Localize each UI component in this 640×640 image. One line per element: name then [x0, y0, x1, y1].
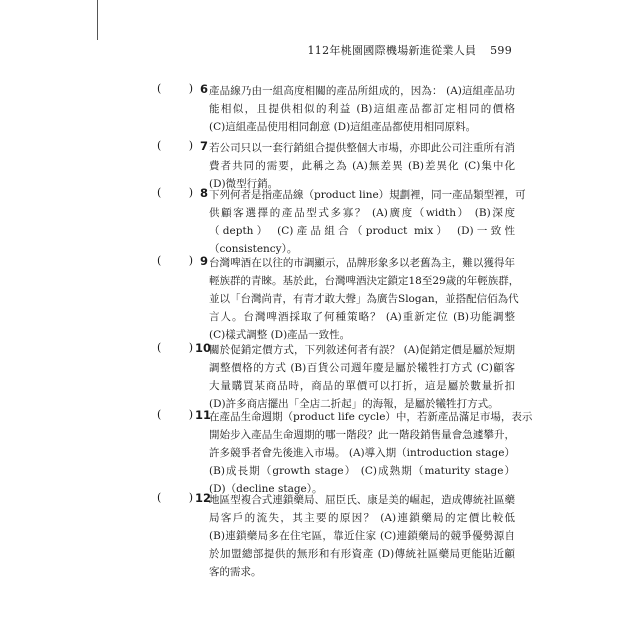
paren-open: ( [157, 186, 162, 199]
question-text-line: (B)成長期（growth stage） (C)成熟期（maturity stage） [209, 465, 515, 477]
question-number: 12 [195, 491, 212, 505]
paren-open: ( [157, 341, 162, 354]
paren-close: ) [188, 491, 193, 504]
question-number: 6 [200, 82, 209, 96]
paren-close: ) [188, 408, 193, 421]
question-text-line: (B)連鎖藥局多在住宅區，靠近住家 (C)連鎖藥局的競爭優勢源自 [209, 530, 515, 542]
answer-blank [157, 139, 193, 152]
question-text-line: （depth） (C)產品組合（product mix） (D)一致性 [209, 225, 515, 237]
paren-open: ( [157, 82, 162, 95]
question-text-line: 開始步入產品生命週期的哪一階段？此一階段銷售量會急遽攀升， [209, 429, 515, 441]
question-text-line: 在產品生命週期（product life cycle）中，若新產品滿足市場，表示 [209, 411, 533, 423]
question-number: 9 [200, 254, 209, 268]
question-text [209, 139, 515, 193]
page-number: 599 [490, 44, 512, 57]
paren-open: ( [157, 491, 162, 504]
question-text-line: 並以「台灣尚青，有青才敢大聲」為廣告Slogan，並搭配信佰為代 [209, 293, 519, 305]
question-text-line: 客的需求。 [209, 566, 262, 578]
question-text-line: 大量購買某商品時，商品的單價可以打折，這是屬於數量折扣 [209, 380, 515, 392]
paren-open: ( [157, 254, 162, 267]
question-text-line: 局客戶的流失，其主要的原因？ (A)連鎖藥局的定價比較低 [209, 512, 515, 524]
question-text [209, 186, 526, 258]
question-text-line: 言人。台灣啤酒採取了何種策略？ (A)重新定位 (B)功能調整 [209, 311, 515, 323]
question-text-line: (C)這組產品使用相同創意 (D)這組產品都使用相同原料。 [209, 121, 477, 133]
question-text [209, 254, 520, 344]
question-text-line: 能相似，且提供相似的利益 (B)這組產品都訂定相同的價格 [209, 103, 515, 115]
question-text-line: 許多競爭者會先後進入市場。 (A)導入期（introduction stage） [209, 447, 515, 459]
question-text-line: 供顧客選擇的產品型式多寡？ (A)廣度（width） (B)深度 [209, 207, 515, 219]
paren-close: ) [188, 254, 193, 267]
paren-open: ( [157, 408, 162, 421]
answer-blank [157, 408, 193, 421]
paren-close: ) [188, 341, 193, 354]
question-text-line: (C)樣式調整 (D)產品一致性。 [209, 329, 351, 341]
question-text-line: (D)許多商店擺出「全店二折起」的海報，是屬於犧牲打方式。 [209, 398, 499, 410]
header-title: 112年桃園國際機場新進從業人員 [307, 44, 477, 57]
question-text-line: 關於促銷定價方式，下列敘述何者有誤？ (A)促銷定價是屬於短期 [209, 344, 515, 356]
question-number: 11 [195, 408, 212, 422]
question-text [209, 408, 533, 498]
paren-open: ( [157, 139, 162, 152]
question-text-line: 下列何者是指產品線（product line）規劃裡，同一產品類型裡，可 [209, 189, 526, 201]
answer-blank [157, 341, 193, 354]
answer-blank [157, 254, 193, 267]
question-text-line: 若公司只以一套行銷組合提供整個大市場，亦即此公司注重所有消 [209, 142, 515, 154]
question-text-line: 輕族群的青睞。基於此，台灣啤酒決定鎖定18至29歲的年輕族群， [209, 275, 520, 287]
answer-blank [157, 82, 193, 95]
question-text [209, 82, 515, 136]
question-number: 8 [200, 186, 209, 200]
question-text [209, 491, 515, 581]
paren-close: ) [188, 82, 193, 95]
question-text-line: 於加盟總部提供的無形和有形資產 (D)傳統社區藥局更能貼近顧 [209, 548, 515, 560]
paren-close: ) [188, 139, 193, 152]
question-text-line: 台灣啤酒在以往的市調顯示，品牌形象多以老舊為主，難以獲得年 [209, 257, 515, 269]
question-number: 10 [195, 341, 212, 355]
margin-rule [97, 0, 98, 40]
question-text-line: 產品線乃由一組高度相關的產品所組成的，因為： (A)這組產品功 [209, 85, 515, 97]
question-text [209, 341, 515, 413]
question-text-line: 地區型複合式連鎖藥局、屈臣氏、康是美的崛起，造成傳統社區藥 [209, 494, 515, 506]
question-text-line: (D)微型行銷。 [209, 178, 279, 190]
question-text-line: (D)（decline stage）。 [209, 483, 323, 495]
question-number: 7 [200, 139, 209, 153]
answer-blank [157, 491, 193, 504]
paren-close: ) [188, 186, 193, 199]
answer-blank [157, 186, 193, 199]
question-text-line: 費者共同的需要，此稱之為 (A)無差異 (B)差異化 (C)集中化 [209, 160, 515, 172]
question-text-line: 調整價格的方式 (B)百貨公司週年慶是屬於犧牲打方式 (C)顧客 [209, 362, 515, 374]
running-header [308, 42, 513, 58]
question-text-line: （consistency）。 [209, 243, 298, 255]
